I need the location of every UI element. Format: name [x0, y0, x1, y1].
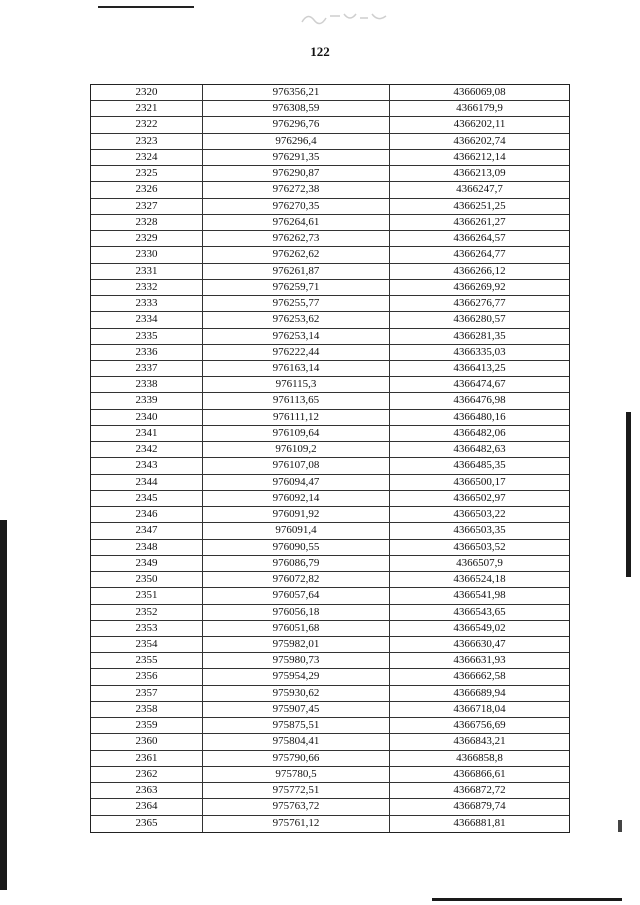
- table-row: [91, 426, 569, 442]
- point-number-cell: 2340: [91, 410, 203, 425]
- y-coordinate-cell: 4366213,09: [453, 167, 506, 180]
- scan-edge-right: [626, 412, 631, 577]
- point-number-cell: 2349: [91, 556, 203, 571]
- point-number-cell: 2365: [91, 816, 203, 832]
- table-row: [91, 475, 569, 491]
- table-row: [91, 669, 569, 685]
- table-row: [91, 767, 569, 783]
- x-coordinate-cell: 976107,08: [203, 458, 390, 473]
- point-number-cell: 2364: [91, 799, 203, 814]
- y-coordinate-cell: 4366261,27: [453, 215, 506, 228]
- x-coordinate-cell: 976262,62: [203, 247, 390, 262]
- x-coordinate-cell: 976270,35: [203, 199, 390, 214]
- x-coordinate-cell: 976290,87: [203, 166, 390, 181]
- scan-speck: [618, 820, 622, 832]
- x-coordinate-cell: 976051,68: [203, 621, 390, 636]
- table-row: [91, 280, 569, 296]
- x-coordinate-cell: 975907,45: [203, 702, 390, 717]
- point-number-cell: 2328: [91, 215, 203, 230]
- table-row: [91, 377, 569, 393]
- x-coordinate-cell: 975980,73: [203, 653, 390, 668]
- table-row: [91, 361, 569, 377]
- y-coordinate-cell: 4366476,98: [453, 394, 506, 407]
- y-coordinate-cell: 4366872,72: [453, 784, 506, 797]
- y-coordinate-cell: 4366879,74: [453, 800, 506, 813]
- y-coordinate-cell: 4366881,81: [453, 816, 506, 829]
- x-coordinate-cell: 976109,64: [203, 426, 390, 441]
- point-number-cell: 2330: [91, 247, 203, 262]
- x-coordinate-cell: 976091,4: [203, 523, 390, 538]
- y-coordinate-cell: 4366247,7: [456, 183, 503, 196]
- y-coordinate-cell: 4366631,93: [453, 654, 506, 667]
- table-row: [91, 572, 569, 588]
- table-row: [91, 182, 569, 198]
- x-coordinate-cell: 975772,51: [203, 783, 390, 798]
- x-coordinate-cell: 976291,35: [203, 150, 390, 165]
- point-number-cell: 2352: [91, 605, 203, 620]
- x-coordinate-cell: 975954,29: [203, 669, 390, 684]
- point-number-cell: 2332: [91, 280, 203, 295]
- y-coordinate-cell: 4366474,67: [453, 378, 506, 391]
- point-number-cell: 2346: [91, 507, 203, 522]
- table-row: [91, 231, 569, 247]
- point-number-cell: 2355: [91, 653, 203, 668]
- y-coordinate-cell: 4366269,92: [453, 280, 506, 293]
- y-coordinate-cell: 4366485,35: [453, 459, 506, 472]
- table-row: [91, 507, 569, 523]
- point-number-cell: 2344: [91, 475, 203, 490]
- x-coordinate-cell: 976056,18: [203, 605, 390, 620]
- x-coordinate-cell: 976308,59: [203, 101, 390, 116]
- point-number-cell: 2339: [91, 393, 203, 408]
- y-coordinate-cell: 4366482,63: [453, 443, 506, 456]
- y-coordinate-cell: 4366500,17: [453, 475, 506, 488]
- table-row: [91, 442, 569, 458]
- y-coordinate-cell: 4366413,25: [453, 361, 506, 374]
- x-coordinate-cell: 975982,01: [203, 637, 390, 652]
- y-coordinate-cell: 4366264,77: [453, 248, 506, 261]
- y-coordinate-cell: 4366689,94: [453, 686, 506, 699]
- y-coordinate-cell: 4366482,06: [453, 426, 506, 439]
- point-number-cell: 2335: [91, 329, 203, 344]
- point-number-cell: 2354: [91, 637, 203, 652]
- y-coordinate-cell: 4366507,9: [456, 556, 503, 569]
- point-number-cell: 2342: [91, 442, 203, 457]
- point-number-cell: 2325: [91, 166, 203, 181]
- table-row: [91, 345, 569, 361]
- y-coordinate-cell: 4366843,21: [453, 735, 506, 748]
- table-row: [91, 312, 569, 328]
- x-coordinate-cell: 976259,71: [203, 280, 390, 295]
- table-row: [91, 686, 569, 702]
- y-coordinate-cell: 4366866,61: [453, 767, 506, 780]
- point-number-cell: 2345: [91, 491, 203, 506]
- x-coordinate-cell: 976163,14: [203, 361, 390, 376]
- y-coordinate-cell: 4366524,18: [453, 573, 506, 586]
- x-coordinate-cell: 975761,12: [203, 816, 390, 832]
- x-coordinate-cell: 976090,55: [203, 540, 390, 555]
- table-row: [91, 605, 569, 621]
- x-coordinate-cell: 976222,44: [203, 345, 390, 360]
- table-row: [91, 117, 569, 133]
- table-row: [91, 264, 569, 280]
- point-number-cell: 2359: [91, 718, 203, 733]
- point-number-cell: 2333: [91, 296, 203, 311]
- point-number-cell: 2351: [91, 588, 203, 603]
- table-row: [91, 702, 569, 718]
- table-row: [91, 166, 569, 182]
- x-coordinate-cell: 975875,51: [203, 718, 390, 733]
- point-number-cell: 2326: [91, 182, 203, 197]
- table-row: [91, 150, 569, 166]
- x-coordinate-cell: 976111,12: [203, 410, 390, 425]
- y-coordinate-cell: 4366503,22: [453, 508, 506, 521]
- point-number-cell: 2322: [91, 117, 203, 132]
- point-number-cell: 2358: [91, 702, 203, 717]
- x-coordinate-cell: 976092,14: [203, 491, 390, 506]
- x-coordinate-cell: 976296,76: [203, 117, 390, 132]
- table-row: [91, 247, 569, 263]
- table-row: [91, 718, 569, 734]
- y-coordinate-cell: 4366543,65: [453, 605, 506, 618]
- table-row: [91, 393, 569, 409]
- x-coordinate-cell: 976115,3: [203, 377, 390, 392]
- y-coordinate-cell: 4366069,08: [453, 86, 506, 98]
- x-coordinate-cell: 976072,82: [203, 572, 390, 587]
- y-coordinate-cell: 4366549,02: [453, 621, 506, 634]
- point-number-cell: 2324: [91, 150, 203, 165]
- point-number-cell: 2357: [91, 686, 203, 701]
- x-coordinate-cell: 976094,47: [203, 475, 390, 490]
- y-coordinate-cell: 4366266,12: [453, 264, 506, 277]
- y-coordinate-cell: 4366202,74: [453, 134, 506, 147]
- page-number: 122: [310, 44, 330, 59]
- point-number-cell: 2353: [91, 621, 203, 636]
- x-coordinate-cell: 976255,77: [203, 296, 390, 311]
- point-number-cell: 2348: [91, 540, 203, 555]
- y-coordinate-cell: 4366179,9: [456, 102, 503, 115]
- point-number-cell: 2327: [91, 199, 203, 214]
- x-coordinate-cell: 976109,2: [203, 442, 390, 457]
- scan-edge-left: [0, 520, 7, 890]
- table-row: [91, 296, 569, 312]
- table-row: [91, 410, 569, 426]
- table-row: [91, 329, 569, 345]
- table-row: [91, 637, 569, 653]
- table-row: [91, 783, 569, 799]
- x-coordinate-cell: 976264,61: [203, 215, 390, 230]
- x-coordinate-cell: 976091,92: [203, 507, 390, 522]
- point-number-cell: 2334: [91, 312, 203, 327]
- y-coordinate-cell: 4366264,57: [453, 232, 506, 245]
- table-row: [91, 215, 569, 231]
- x-coordinate-cell: 976086,79: [203, 556, 390, 571]
- y-coordinate-cell: 4366503,52: [453, 540, 506, 553]
- y-coordinate-cell: 4366662,58: [453, 670, 506, 683]
- point-number-cell: 2321: [91, 101, 203, 116]
- point-number-cell: 2338: [91, 377, 203, 392]
- point-number-cell: 2320: [91, 85, 203, 100]
- y-coordinate-cell: 4366335,03: [453, 345, 506, 358]
- point-number-cell: 2331: [91, 264, 203, 279]
- header-rule: [98, 6, 194, 8]
- point-number-cell: 2356: [91, 669, 203, 684]
- y-coordinate-cell: 4366718,04: [453, 702, 506, 715]
- table-row: [91, 588, 569, 604]
- scan-edge-bottom: [432, 898, 622, 901]
- x-coordinate-cell: 975763,72: [203, 799, 390, 814]
- y-coordinate-cell: 4366630,47: [453, 637, 506, 650]
- point-number-cell: 2360: [91, 734, 203, 749]
- x-coordinate-cell: 975790,66: [203, 751, 390, 766]
- table-row: [91, 816, 569, 832]
- table-row: [91, 540, 569, 556]
- y-coordinate-cell: 4366502,97: [453, 491, 506, 504]
- point-number-cell: 2347: [91, 523, 203, 538]
- x-coordinate-cell: 976272,38: [203, 182, 390, 197]
- point-number-cell: 2361: [91, 751, 203, 766]
- point-number-cell: 2329: [91, 231, 203, 246]
- table-row: [91, 101, 569, 117]
- table-row: [91, 556, 569, 572]
- y-coordinate-cell: 4366541,98: [453, 589, 506, 602]
- coordinates-table: [90, 84, 570, 833]
- faded-stamp-mark: [300, 8, 392, 28]
- y-coordinate-cell: 4366480,16: [453, 410, 506, 423]
- table-row: [91, 523, 569, 539]
- x-coordinate-cell: 976253,62: [203, 312, 390, 327]
- table-row: [91, 458, 569, 474]
- x-coordinate-cell: 976261,87: [203, 264, 390, 279]
- y-coordinate-cell: 4366503,35: [453, 524, 506, 537]
- x-coordinate-cell: 976113,65: [203, 393, 390, 408]
- table-row: [91, 799, 569, 815]
- y-coordinate-cell: 4366251,25: [453, 199, 506, 212]
- y-coordinate-cell: 4366202,11: [453, 118, 506, 131]
- x-coordinate-cell: 975804,41: [203, 734, 390, 749]
- y-coordinate-cell: 4366280,57: [453, 313, 506, 326]
- point-number-cell: 2362: [91, 767, 203, 782]
- point-number-cell: 2341: [91, 426, 203, 441]
- table-row: [91, 621, 569, 637]
- y-coordinate-cell: 4366756,69: [453, 719, 506, 732]
- point-number-cell: 2343: [91, 458, 203, 473]
- x-coordinate-cell: 976262,73: [203, 231, 390, 246]
- y-coordinate-cell: 4366858,8: [456, 751, 503, 764]
- x-coordinate-cell: 976253,14: [203, 329, 390, 344]
- table-row: [91, 751, 569, 767]
- table-row: [91, 734, 569, 750]
- x-coordinate-cell: 976356,21: [203, 85, 390, 100]
- table-row: [91, 85, 569, 101]
- table-row: [91, 653, 569, 669]
- table-row: [91, 491, 569, 507]
- x-coordinate-cell: 976296,4: [203, 134, 390, 149]
- y-coordinate-cell: 4366212,14: [453, 150, 506, 163]
- y-coordinate-cell: 4366281,35: [453, 329, 506, 342]
- table-row: [91, 134, 569, 150]
- point-number-cell: 2363: [91, 783, 203, 798]
- x-coordinate-cell: 976057,64: [203, 588, 390, 603]
- table-row: [91, 199, 569, 215]
- point-number-cell: 2336: [91, 345, 203, 360]
- x-coordinate-cell: 975930,62: [203, 686, 390, 701]
- y-coordinate-cell: 4366276,77: [453, 297, 506, 310]
- x-coordinate-cell: 975780,5: [203, 767, 390, 782]
- point-number-cell: 2337: [91, 361, 203, 376]
- point-number-cell: 2350: [91, 572, 203, 587]
- point-number-cell: 2323: [91, 134, 203, 149]
